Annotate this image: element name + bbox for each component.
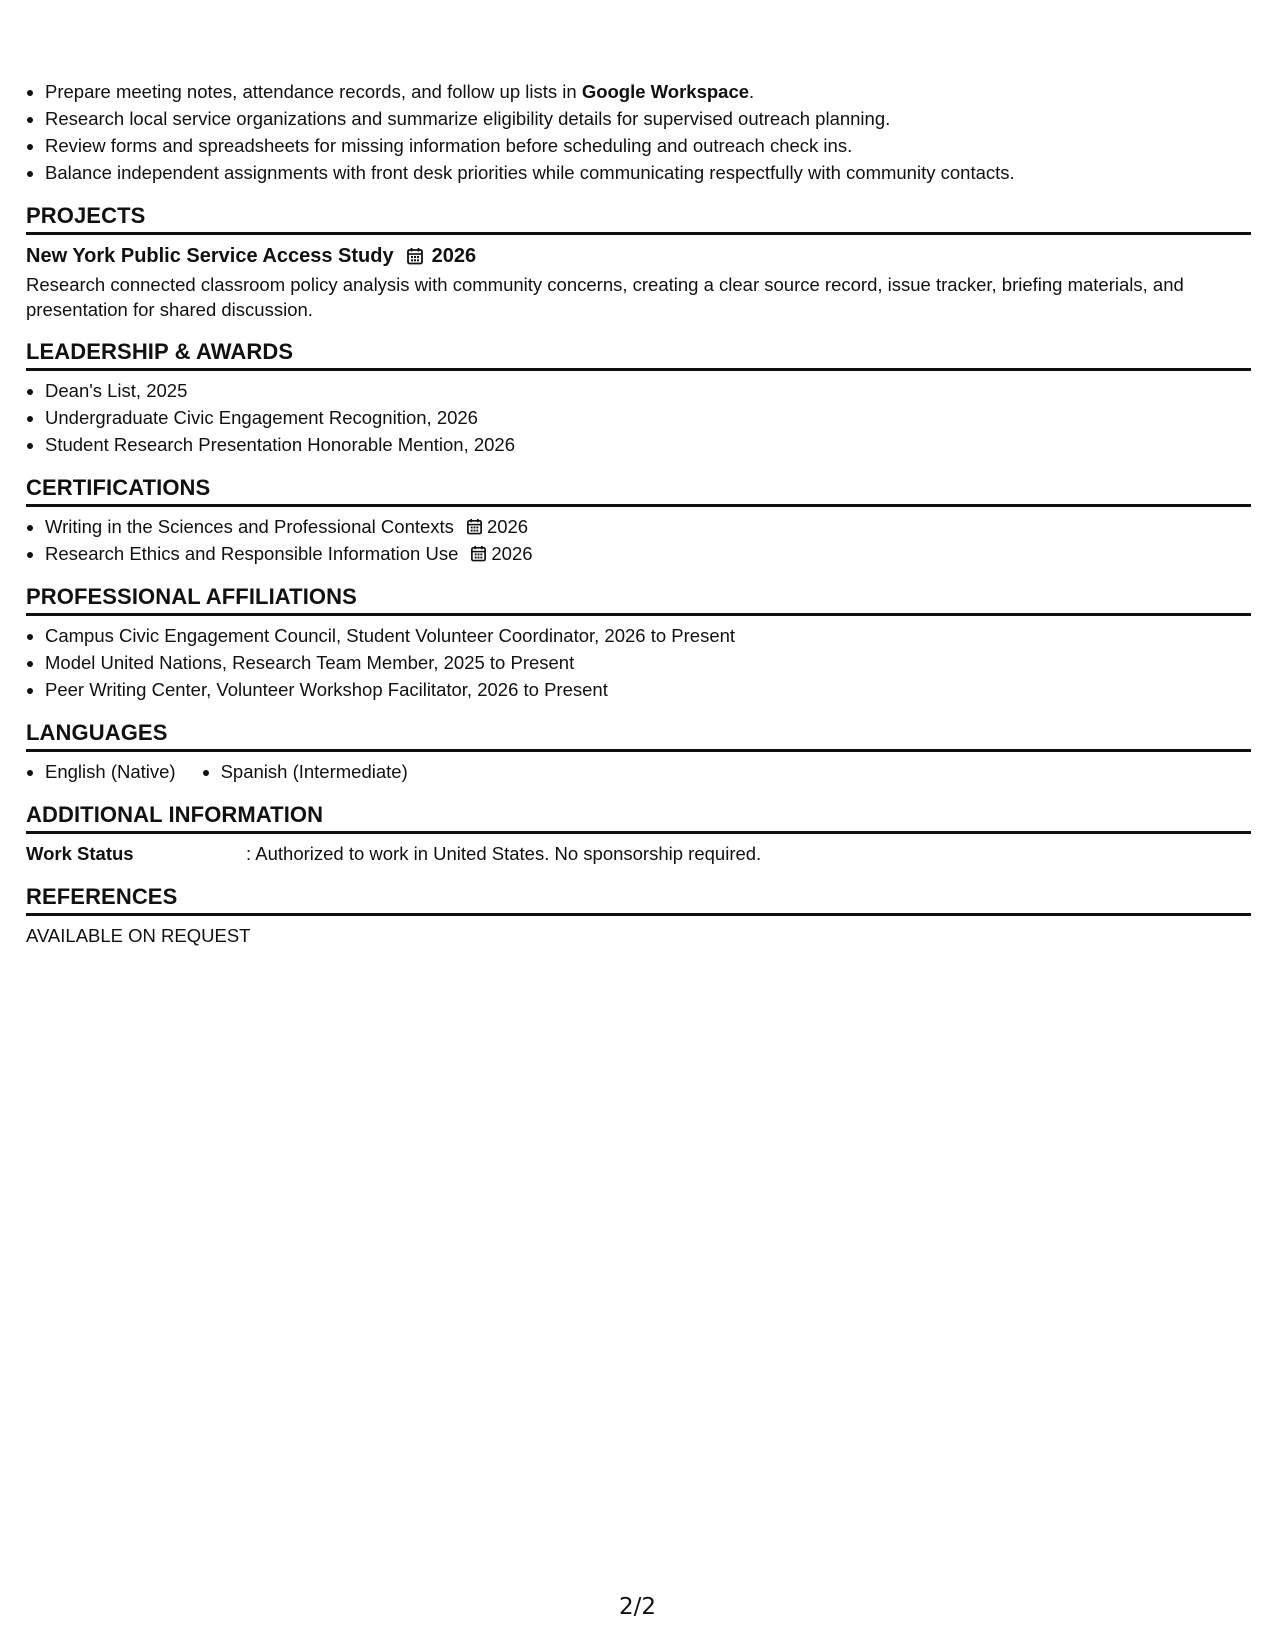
language-item: • Spanish (Intermediate) <box>221 758 408 785</box>
affiliation-list <box>26 622 1251 703</box>
work-status-row <box>26 840 1251 867</box>
calendar-icon <box>466 518 483 535</box>
language-item: • English (Native) <box>45 758 176 785</box>
languages-section <box>26 719 1251 785</box>
affiliations-section <box>26 583 1251 703</box>
project-header <box>26 241 1251 271</box>
section-title: PROJECTS <box>26 202 1251 235</box>
project-name: New York Public Service Access Study <box>26 245 394 267</box>
section-title: LEADERSHIP & AWARDS <box>26 338 1251 371</box>
certification-item <box>45 540 1251 567</box>
section-title: CERTIFICATIONS <box>26 474 1251 507</box>
certification-name: Research Ethics and Responsible Information Use <box>45 543 459 564</box>
award-item: • Undergraduate Civic Engagement Recognition, 2026 <box>45 404 1251 431</box>
affiliation-item: • Peer Writing Center, Volunteer Workshop Facilitator, 2026 to Present <box>45 676 1251 703</box>
certifications-section <box>26 474 1251 567</box>
affiliation-item: • Model United Nations, Research Team Member, 2025 to Present <box>45 649 1251 676</box>
project-date: 2026 <box>431 245 477 267</box>
section-title: LANGUAGES <box>26 719 1251 752</box>
experience-bullet-list <box>26 78 1251 186</box>
resume-page <box>26 78 1251 949</box>
calendar-icon <box>406 247 424 265</box>
certification-date: 2026 <box>486 516 529 537</box>
section-title: REFERENCES <box>26 883 1251 916</box>
experience-bullet: • Prepare meeting notes, attendance records, and follow up lists in Google Workspace. <box>45 78 1251 105</box>
certification-list <box>26 513 1251 567</box>
calendar-icon <box>470 545 487 562</box>
award-item: • Dean's List, 2025 <box>45 377 1251 404</box>
work-status-label: Work Status <box>26 843 134 864</box>
experience-bullet: • Balance independent assignments with front desk priorities while communicating respectfully with community contacts. <box>45 159 1251 186</box>
page-number: 2/2 <box>618 1594 656 1620</box>
section-title: PROFESSIONAL AFFILIATIONS <box>26 583 1251 616</box>
experience-bullet: • Research local service organizations and summarize eligibility details for supervised outreach planning. <box>45 105 1251 132</box>
experience-bullet: • Review forms and spreadsheets for missing information before scheduling and outreach check ins. <box>45 132 1251 159</box>
section-title: ADDITIONAL INFORMATION <box>26 801 1251 834</box>
work-status-value: : Authorized to work in United States. No sponsorship required. <box>246 843 762 864</box>
award-list <box>26 377 1251 458</box>
references-section <box>26 883 1251 949</box>
language-list <box>26 758 1251 785</box>
additional-info-section <box>26 801 1251 867</box>
certification-date: 2026 <box>491 543 533 564</box>
award-item: • Student Research Presentation Honorable Mention, 2026 <box>45 431 1251 458</box>
affiliation-item: • Campus Civic Engagement Council, Student Volunteer Coordinator, 2026 to Present <box>45 622 1251 649</box>
certification-item <box>45 513 1251 540</box>
leadership-section <box>26 338 1251 458</box>
references-text: AVAILABLE ON REQUEST <box>26 925 251 946</box>
project-description: Research connected classroom policy analysis with community concerns, creating a clear source record, issue tracker, briefing materials, and presentation for shared discussion. <box>26 274 1184 320</box>
bold-keyword: Google Workspace <box>581 81 750 102</box>
projects-section <box>26 202 1251 322</box>
certification-name: Writing in the Sciences and Professional Contexts <box>45 516 454 537</box>
